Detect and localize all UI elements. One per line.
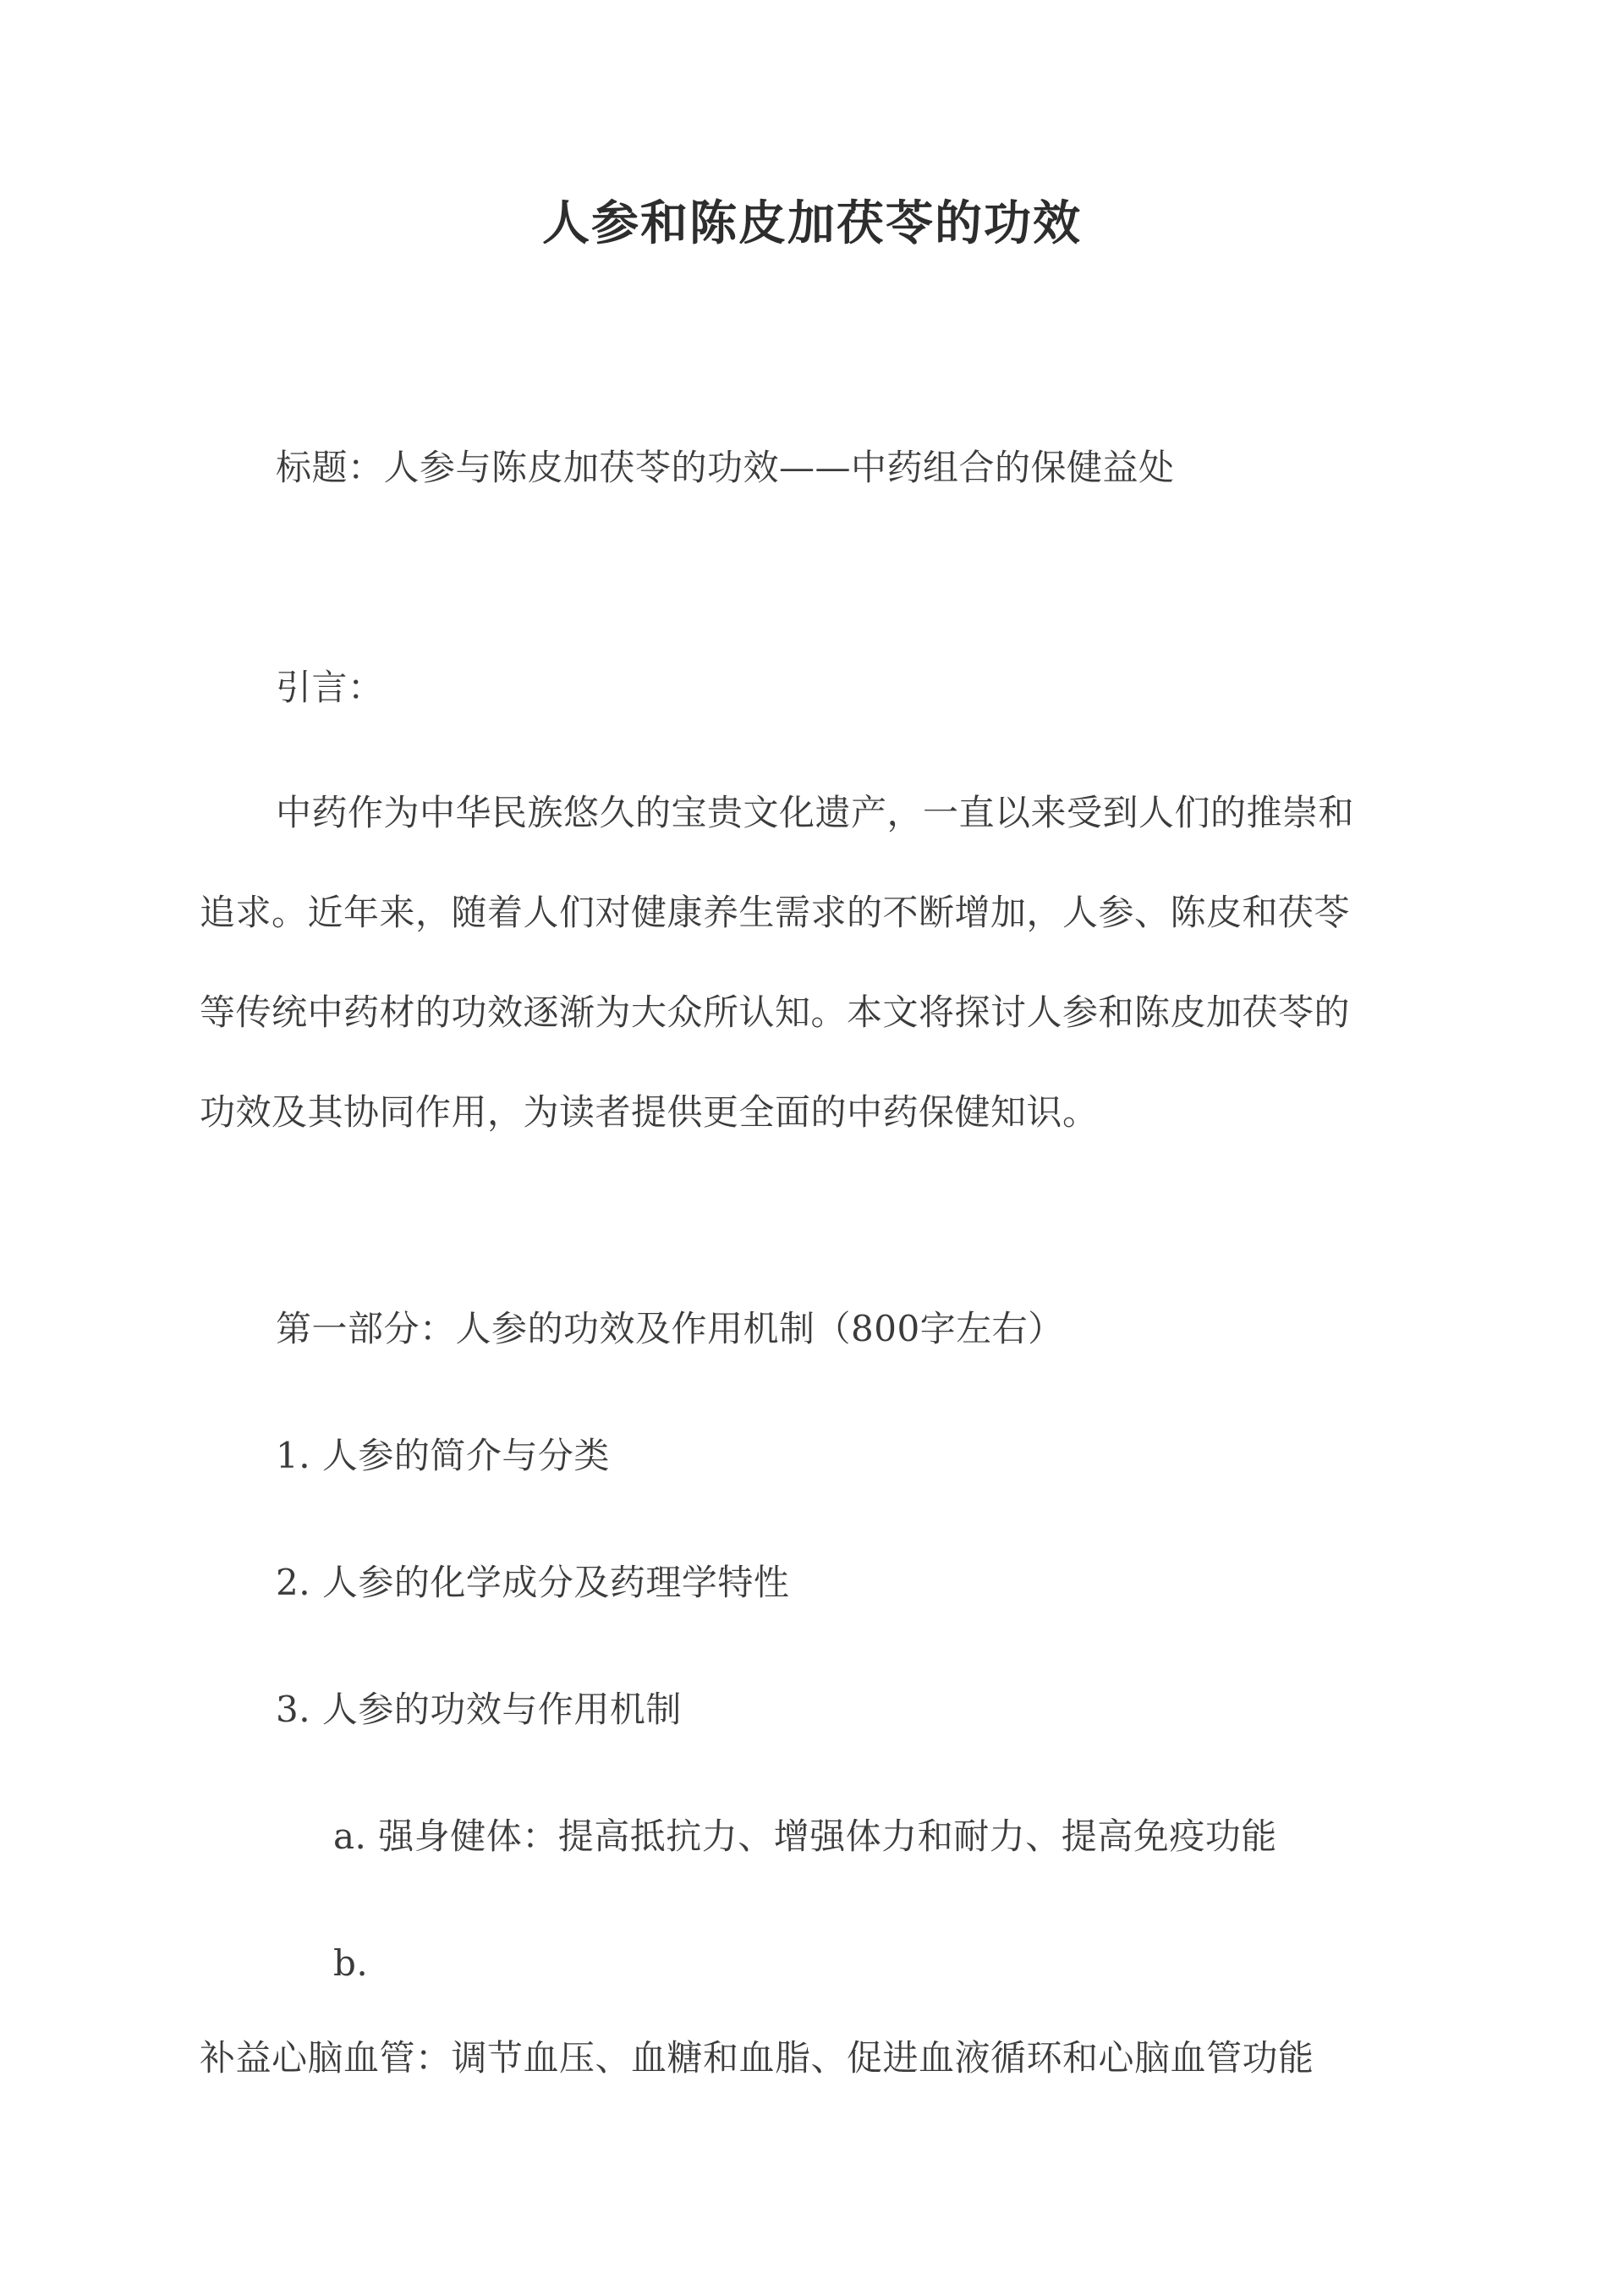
document-subtitle: 标题：人参与陈皮加茯苓的功效——中药组合的保健益处 — [276, 447, 1175, 488]
list-item: 1. 人参的简介与分类 — [276, 1435, 610, 1476]
document-title: 人参和陈皮加茯苓的功效 — [542, 195, 1082, 251]
list-item: 2. 人参的化学成分及药理学特性 — [276, 1562, 790, 1603]
sub-list-item-a: a. 强身健体：提高抵抗力、增强体力和耐力、提高免疫功能 — [333, 1815, 1277, 1857]
intro-paragraph-line: 中药作为中华民族悠久的宝贵文化遗产，一直以来受到人们的推崇和 — [276, 792, 1355, 833]
section-heading: 第一部分：人参的功效及作用机制（800字左右） — [276, 1308, 1064, 1349]
sub-list-item-b-text: 补益心脑血管：调节血压、血糖和血脂、促进血液循环和心脑血管功能 — [200, 2037, 1314, 2079]
intro-paragraph-line: 等传统中药材的功效逐渐为大众所认知。本文将探讨人参和陈皮加茯苓的 — [200, 991, 1351, 1033]
intro-paragraph-line: 功效及其协同作用，为读者提供更全面的中药保健知识。 — [200, 1091, 1099, 1133]
intro-heading: 引言： — [276, 667, 384, 708]
intro-paragraph-line: 追求。近年来，随着人们对健康养生需求的不断增加，人参、陈皮和茯苓 — [200, 892, 1351, 933]
sub-list-item-b-label: b. — [333, 1942, 369, 1984]
list-item: 3. 人参的功效与作用机制 — [276, 1689, 682, 1730]
